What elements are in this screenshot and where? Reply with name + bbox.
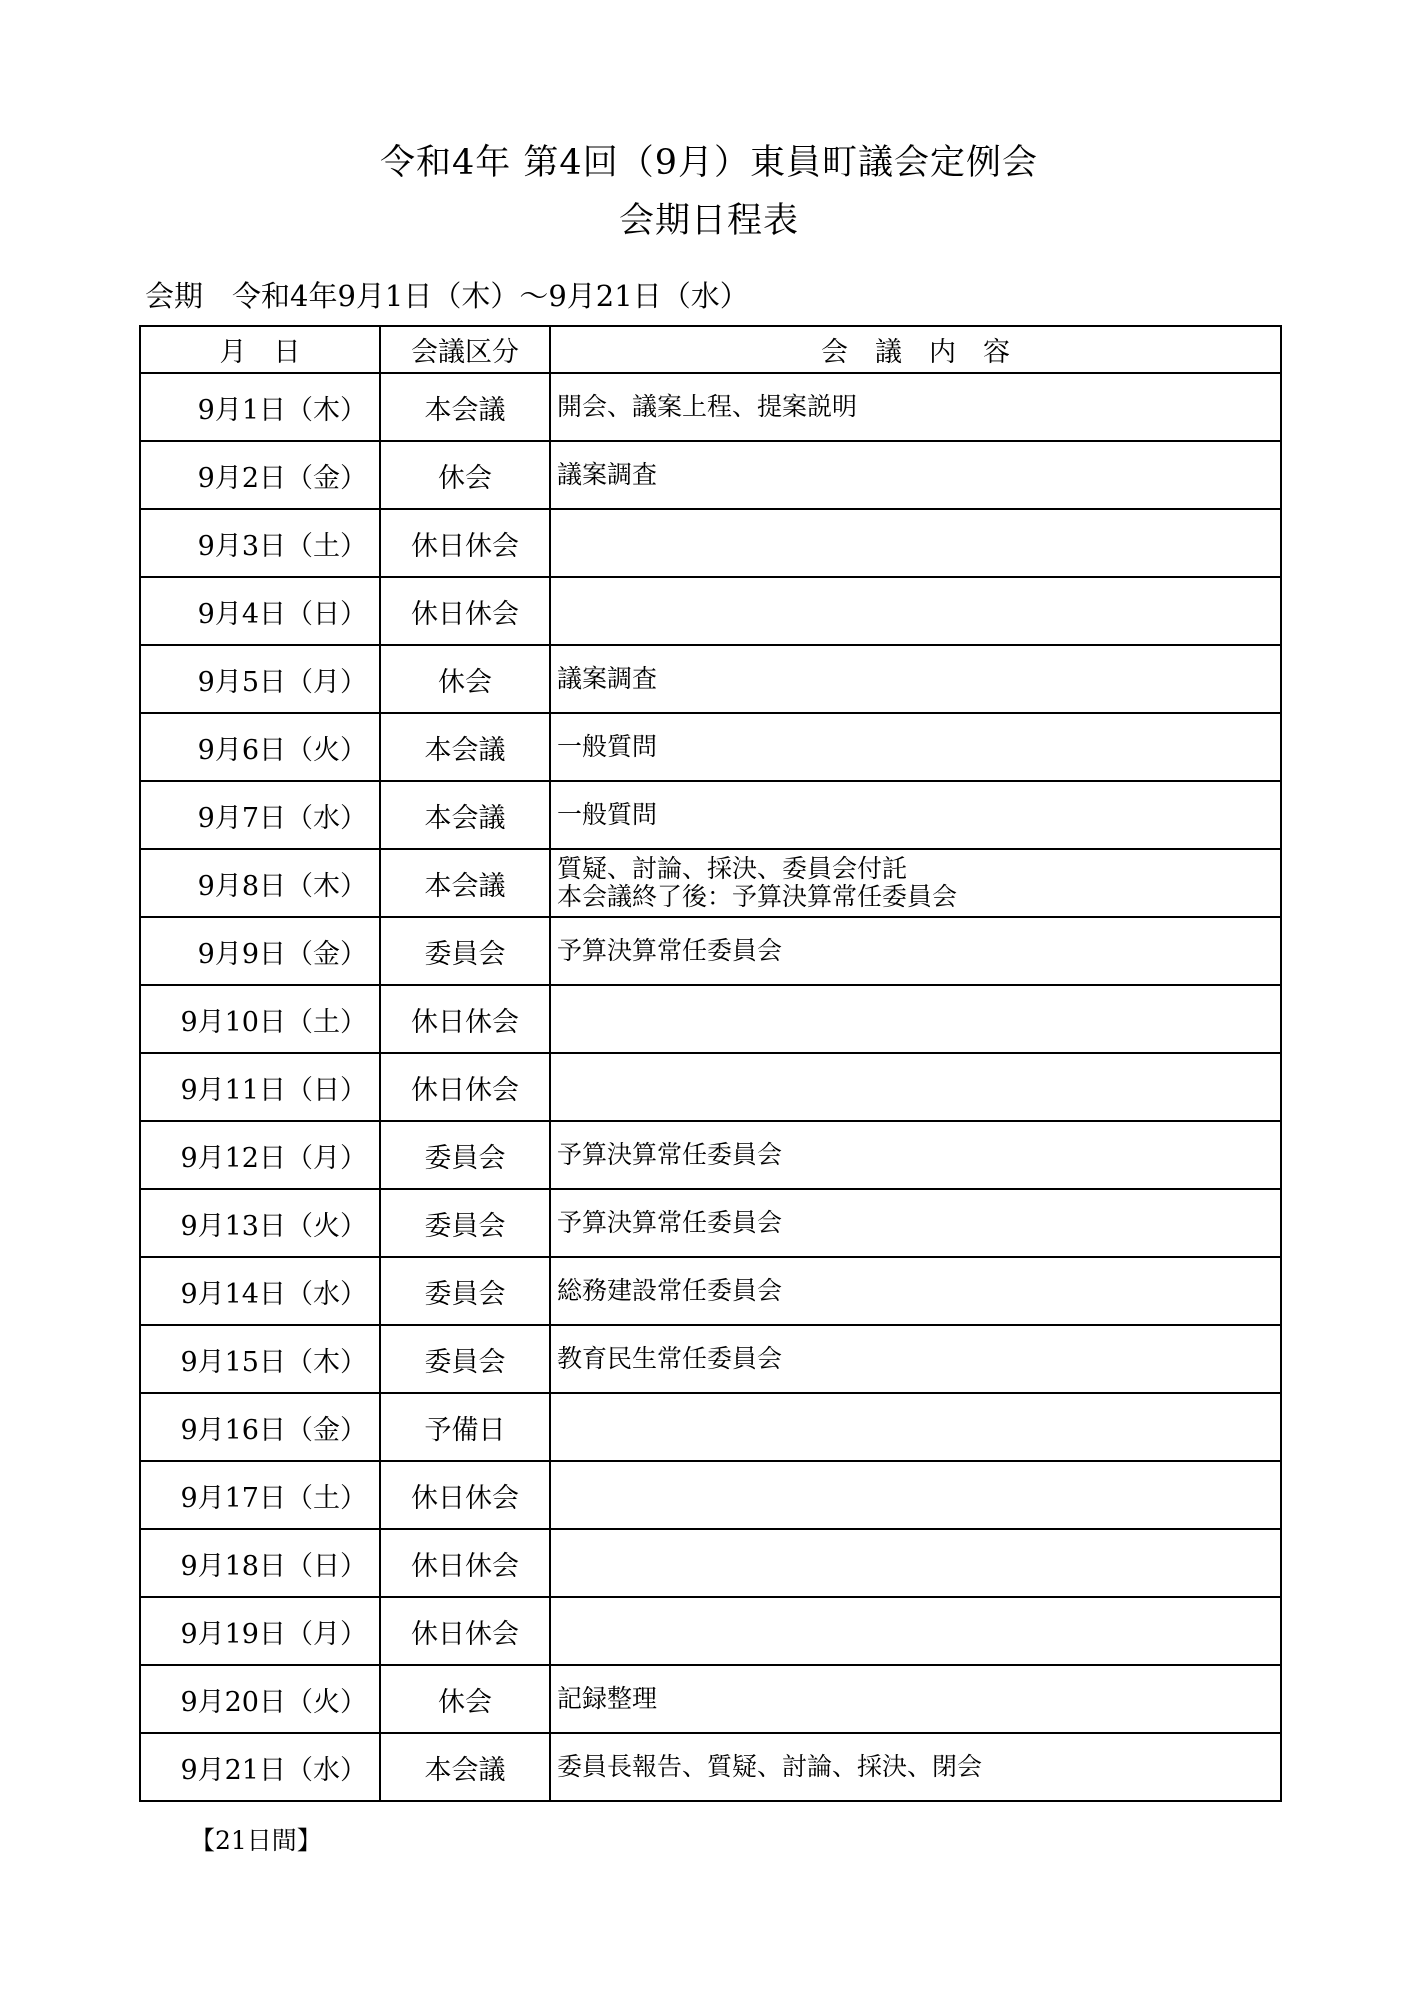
row-meeting-content: [550, 917, 1281, 985]
header-date: 月 日: [140, 326, 380, 373]
row-meeting-type: 休日休会: [380, 985, 550, 1053]
content-line: 本会議終了後：予算決算常任委員会: [557, 882, 958, 911]
content-line: 記録整理: [557, 1684, 658, 1713]
row-meeting-type: 委員会: [380, 1325, 550, 1393]
row-meeting-type: 休会: [380, 645, 550, 713]
table-row: [140, 1121, 1281, 1189]
session-period: 会期 令和4年9月1日（木）～9月21日（水）: [145, 279, 749, 313]
row-meeting-type: 本会議: [380, 781, 550, 849]
row-meeting-content: [550, 1053, 1281, 1121]
row-date: 9月10日（土）: [140, 985, 380, 1053]
table-row: [140, 1053, 1281, 1121]
table-row: [140, 1597, 1281, 1665]
row-date: 9月18日（日）: [140, 1529, 380, 1597]
content-line: 委員長報告、質疑、討論、採決、閉会: [557, 1752, 983, 1781]
row-date: 9月21日（水）: [140, 1733, 380, 1801]
table-row: [140, 1529, 1281, 1597]
row-meeting-type: 休日休会: [380, 1461, 550, 1529]
row-meeting-content: [550, 577, 1281, 645]
row-date: 9月15日（木）: [140, 1325, 380, 1393]
table-row: [140, 849, 1281, 917]
row-meeting-content: [550, 373, 1281, 441]
row-meeting-type: 休会: [380, 441, 550, 509]
row-meeting-type: 休日休会: [380, 1597, 550, 1665]
table-row: [140, 781, 1281, 849]
table-row: [140, 441, 1281, 509]
row-date: 9月5日（月）: [140, 645, 380, 713]
table-header-row: [140, 326, 1281, 373]
row-meeting-content: [550, 781, 1281, 849]
table-row: [140, 1733, 1281, 1801]
row-date: 9月7日（水）: [140, 781, 380, 849]
row-date: 9月1日（木）: [140, 373, 380, 441]
content-line: 予算決算常任委員会: [557, 936, 783, 965]
table-row: [140, 1665, 1281, 1733]
content-line: 予算決算常任委員会: [557, 1208, 783, 1237]
row-meeting-type: 休日休会: [380, 509, 550, 577]
row-date: 9月12日（月）: [140, 1121, 380, 1189]
content-line: 議案調査: [557, 460, 658, 489]
row-date: 9月19日（月）: [140, 1597, 380, 1665]
row-meeting-content: [550, 1325, 1281, 1393]
content-line: 一般質問: [557, 732, 658, 761]
content-line: 予算決算常任委員会: [557, 1140, 783, 1169]
row-meeting-type: 本会議: [380, 373, 550, 441]
row-meeting-type: 休日休会: [380, 1529, 550, 1597]
content-line: 開会、議案上程、提案説明: [557, 392, 858, 421]
row-date: 9月6日（火）: [140, 713, 380, 781]
row-meeting-type: 休日休会: [380, 1053, 550, 1121]
content-line: 総務建設常任委員会: [557, 1276, 783, 1305]
row-date: 9月17日（土）: [140, 1461, 380, 1529]
row-meeting-content: [550, 1257, 1281, 1325]
table-row: [140, 1257, 1281, 1325]
row-meeting-content: [550, 1733, 1281, 1801]
table-row: [140, 985, 1281, 1053]
duration-note: 【21日間】: [190, 1826, 322, 1855]
table-row: [140, 645, 1281, 713]
row-date: 9月8日（木）: [140, 849, 380, 917]
table-row: [140, 509, 1281, 577]
row-meeting-content: [550, 1189, 1281, 1257]
row-meeting-content: [550, 441, 1281, 509]
row-date: 9月11日（日）: [140, 1053, 380, 1121]
header-meeting-type: 会議区分: [380, 326, 550, 373]
row-meeting-type: 休日休会: [380, 577, 550, 645]
row-meeting-content: [550, 1529, 1281, 1597]
row-meeting-type: 委員会: [380, 1257, 550, 1325]
row-meeting-type: 委員会: [380, 1189, 550, 1257]
row-meeting-type: 本会議: [380, 1733, 550, 1801]
table-row: [140, 373, 1281, 441]
content-line: 議案調査: [557, 664, 658, 693]
row-date: 9月9日（金）: [140, 917, 380, 985]
document-subtitle: 会期日程表: [618, 201, 799, 241]
row-meeting-content: [550, 1461, 1281, 1529]
row-meeting-content: [550, 1665, 1281, 1733]
row-date: 9月2日（金）: [140, 441, 380, 509]
table-row: [140, 1461, 1281, 1529]
row-meeting-type: 本会議: [380, 713, 550, 781]
content-line: 質疑、討論、採決、委員会付託: [557, 854, 908, 883]
row-date: 9月4日（日）: [140, 577, 380, 645]
content-line: 一般質問: [557, 800, 658, 829]
table-row: [140, 1189, 1281, 1257]
table-row: [140, 917, 1281, 985]
table-row: [140, 713, 1281, 781]
row-meeting-content: [550, 713, 1281, 781]
row-meeting-type: 委員会: [380, 917, 550, 985]
row-meeting-content: [550, 985, 1281, 1053]
row-meeting-type: 本会議: [380, 849, 550, 917]
schedule-body: [140, 373, 1281, 1801]
row-meeting-content: [550, 1597, 1281, 1665]
schedule-table: [139, 325, 1282, 1802]
row-meeting-content: [550, 1393, 1281, 1461]
row-meeting-type: 休会: [380, 1665, 550, 1733]
row-meeting-type: 予備日: [380, 1393, 550, 1461]
row-meeting-content: [550, 645, 1281, 713]
row-date: 9月14日（水）: [140, 1257, 380, 1325]
row-meeting-content: [550, 849, 1281, 917]
table-row: [140, 1393, 1281, 1461]
header-meeting-content: 会 議 内 容: [550, 326, 1281, 373]
row-date: 9月13日（火）: [140, 1189, 380, 1257]
table-row: [140, 1325, 1281, 1393]
row-meeting-type: 委員会: [380, 1121, 550, 1189]
document-title: 令和4年 第4回（9月）東員町議会定例会: [380, 143, 1038, 183]
row-meeting-content: [550, 509, 1281, 577]
row-date: 9月16日（金）: [140, 1393, 380, 1461]
table-row: [140, 577, 1281, 645]
content-line: 教育民生常任委員会: [557, 1344, 783, 1373]
row-date: 9月3日（土）: [140, 509, 380, 577]
row-date: 9月20日（火）: [140, 1665, 380, 1733]
row-meeting-content: [550, 1121, 1281, 1189]
